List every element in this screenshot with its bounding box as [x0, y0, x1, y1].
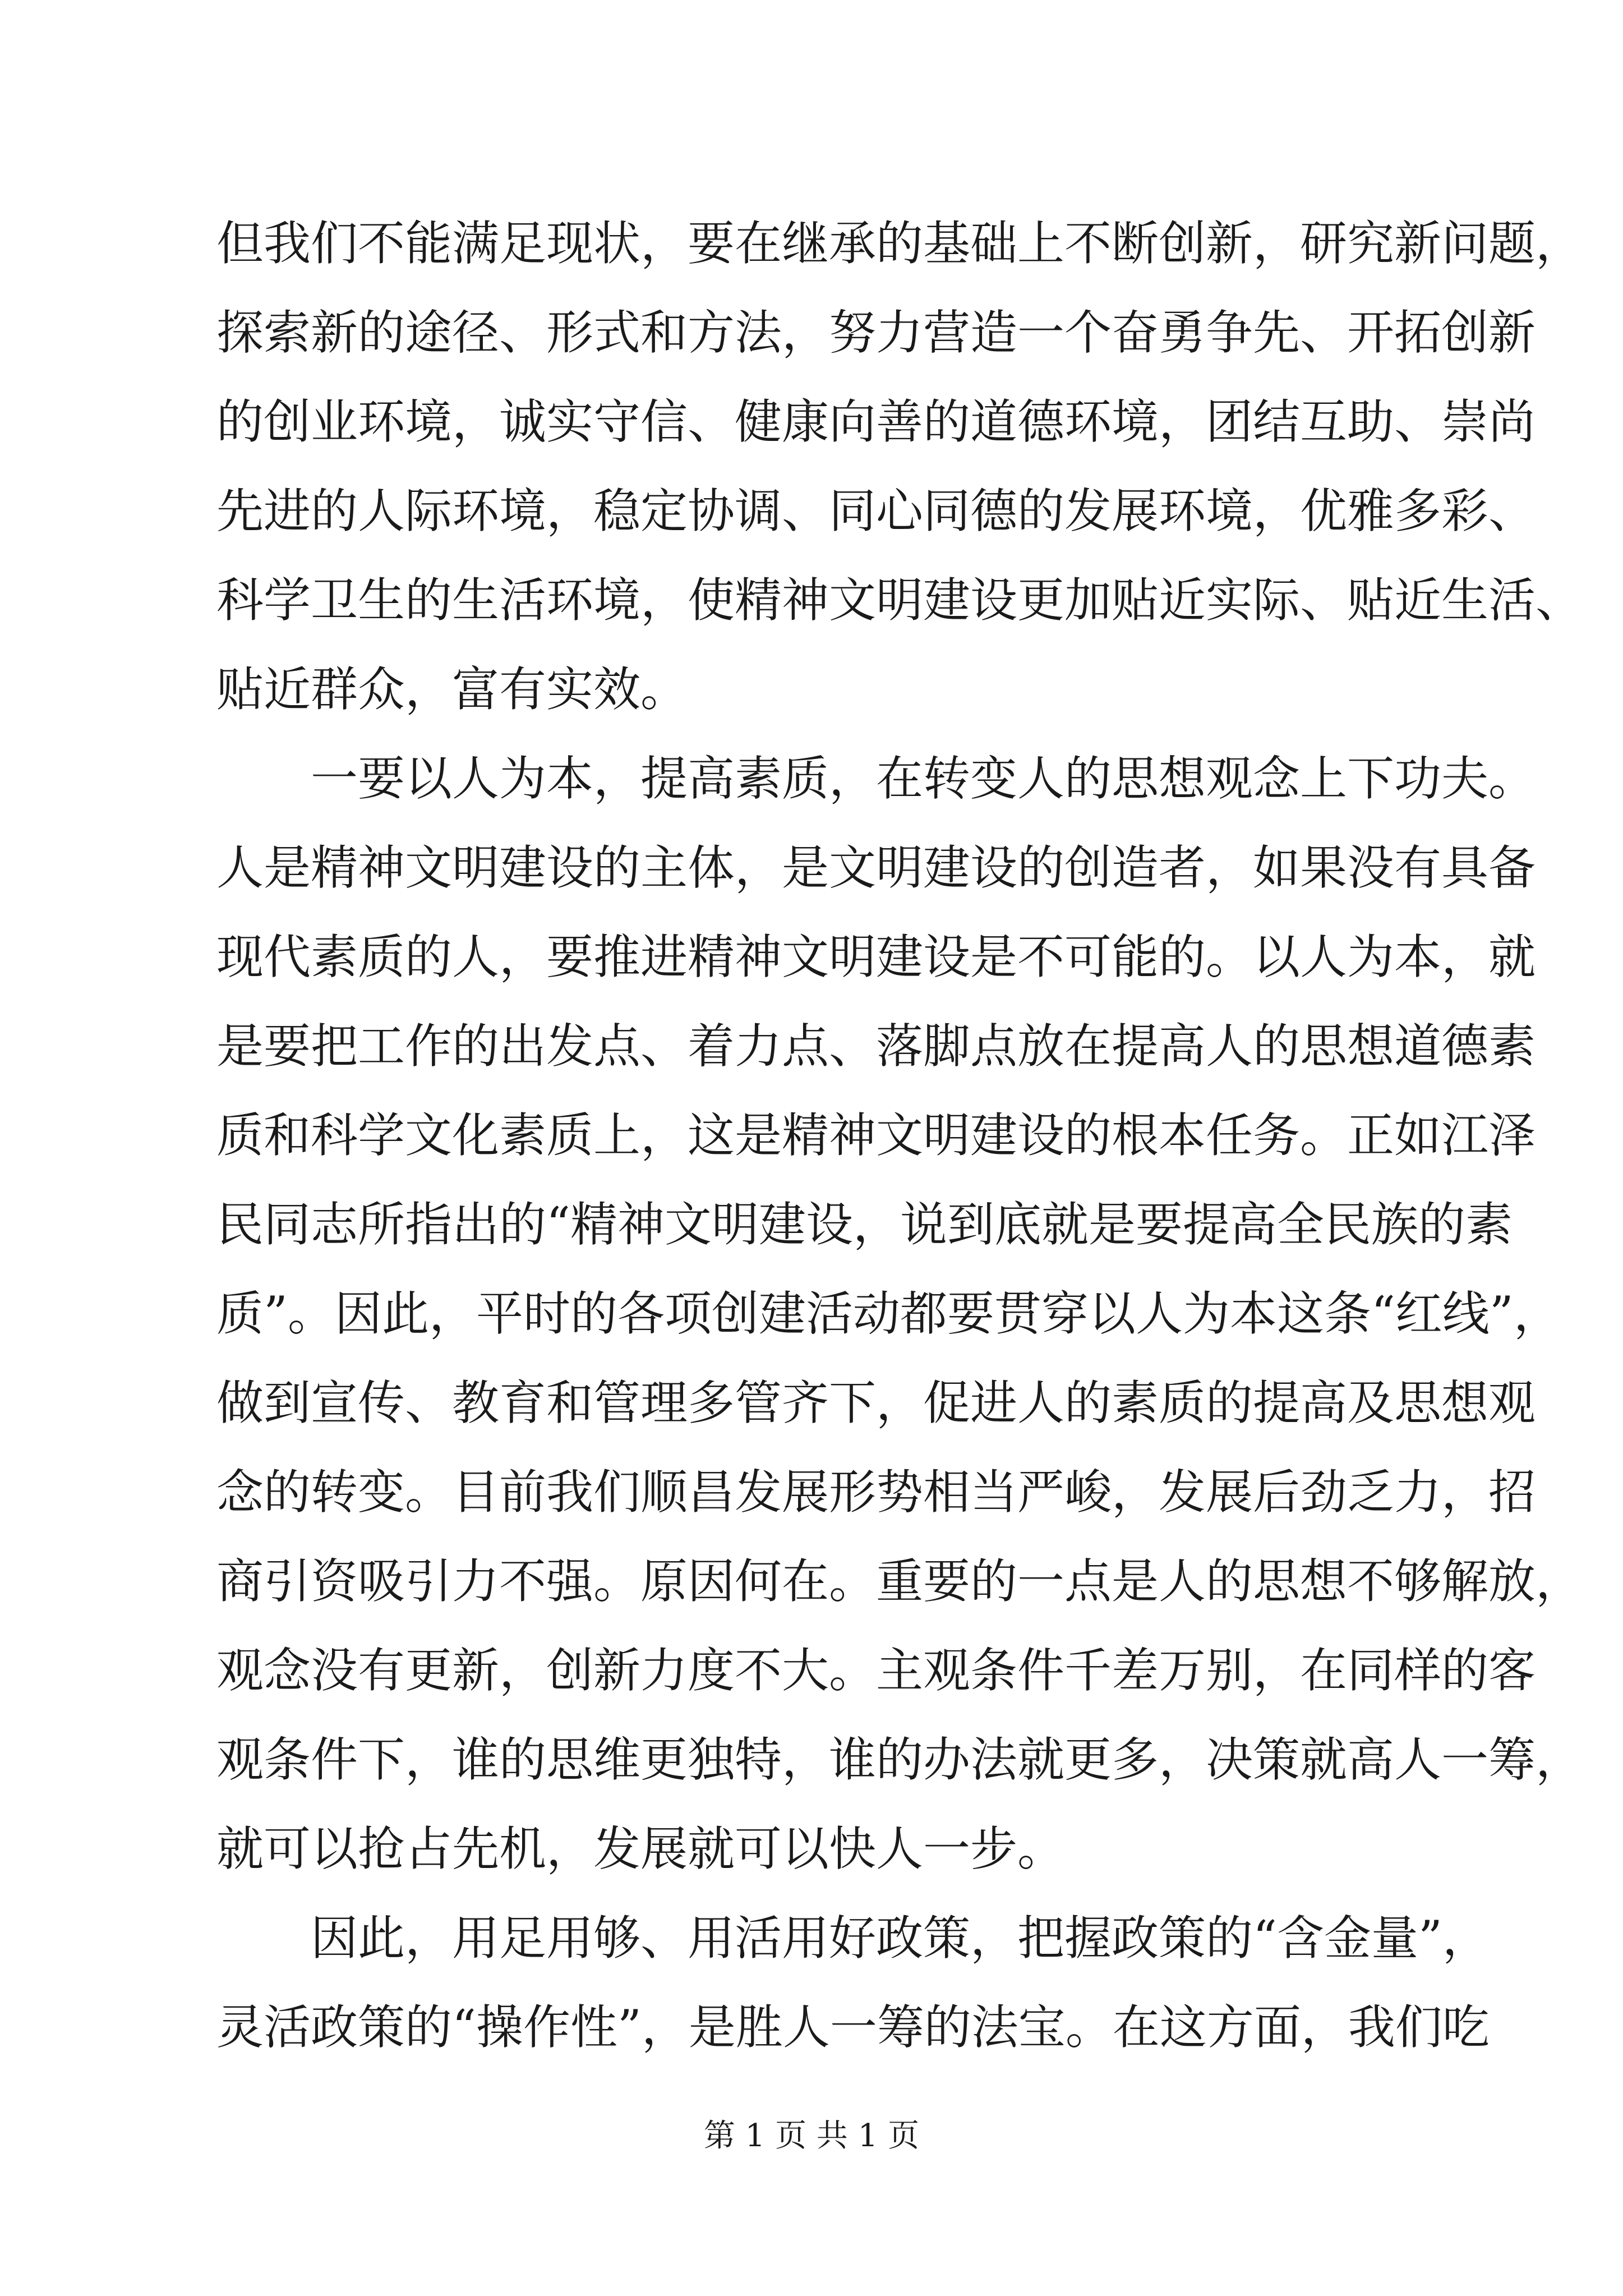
text-line: 贴近群众，富有实效。 — [216, 662, 688, 717]
text-line: 先进的人际环境，稳定协调、同心同德的发展环境，优雅多彩、 — [216, 484, 1536, 539]
text-line: 探索新的途径、形式和方法，努力营造一个奋勇争先、开拓创新 — [216, 305, 1536, 360]
text-line: 做到宣传、教育和管理多管齐下，促进人的素质的提高及思想观 — [216, 1375, 1536, 1430]
text-line: 人是精神文明建设的主体，是文明建设的创造者，如果没有具备 — [216, 840, 1536, 895]
text-line: 观条件下，谁的思维更独特，谁的办法就更多，决策就高人一筹， — [216, 1732, 1583, 1787]
text-line: 是要把工作的出发点、着力点、落脚点放在提高人的思想道德素 — [216, 1019, 1536, 1074]
text-line: 观念没有更新，创新力度不大。主观条件千差万别，在同样的客 — [216, 1643, 1536, 1698]
text-line: 灵活政策的“操作性”，是胜人一筹的法宝。在这方面，我们吃 — [216, 2000, 1490, 2055]
text-line: 民同志所指出的“精神文明建设，说到底就是要提高全民族的素 — [216, 1197, 1513, 1252]
text-line: 就可以抢占先机，发展就可以快人一步。 — [216, 1821, 1065, 1876]
text-line: 一要以人为本，提高素质，在转变人的思想观念上下功夫。 — [216, 751, 1536, 806]
text-line: 念的转变。目前我们顺昌发展形势相当严峻，发展后劲乏力，招 — [216, 1465, 1536, 1520]
text-line: 因此，用足用够、用活用好政策，把握政策的“含金量”， — [216, 1911, 1490, 1966]
text-line: 质”。因此，平时的各项创建活动都要贯穿以人为本这条“红线”， — [216, 1286, 1561, 1341]
text-line: 科学卫生的生活环境，使精神文明建设更加贴近实际、贴近生活、 — [216, 573, 1583, 628]
page-footer — [0, 2114, 1623, 2159]
body-text — [216, 199, 1583, 2072]
text-line: 的创业环境，诚实守信、健康向善的道德环境，团结互助、崇尚 — [216, 394, 1536, 449]
page-number: 第 1 页 共 1 页 — [703, 2118, 920, 2154]
text-line: 商引资吸引力不强。原因何在。重要的一点是人的思想不够解放， — [216, 1554, 1583, 1609]
text-line: 但我们不能满足现状，要在继承的基础上不断创新，研究新问题， — [216, 216, 1583, 271]
text-line: 现代素质的人，要推进精神文明建设是不可能的。以人为本，就 — [216, 930, 1536, 984]
text-line: 质和科学文化素质上，这是精神文明建设的根本任务。正如江泽 — [216, 1108, 1536, 1163]
